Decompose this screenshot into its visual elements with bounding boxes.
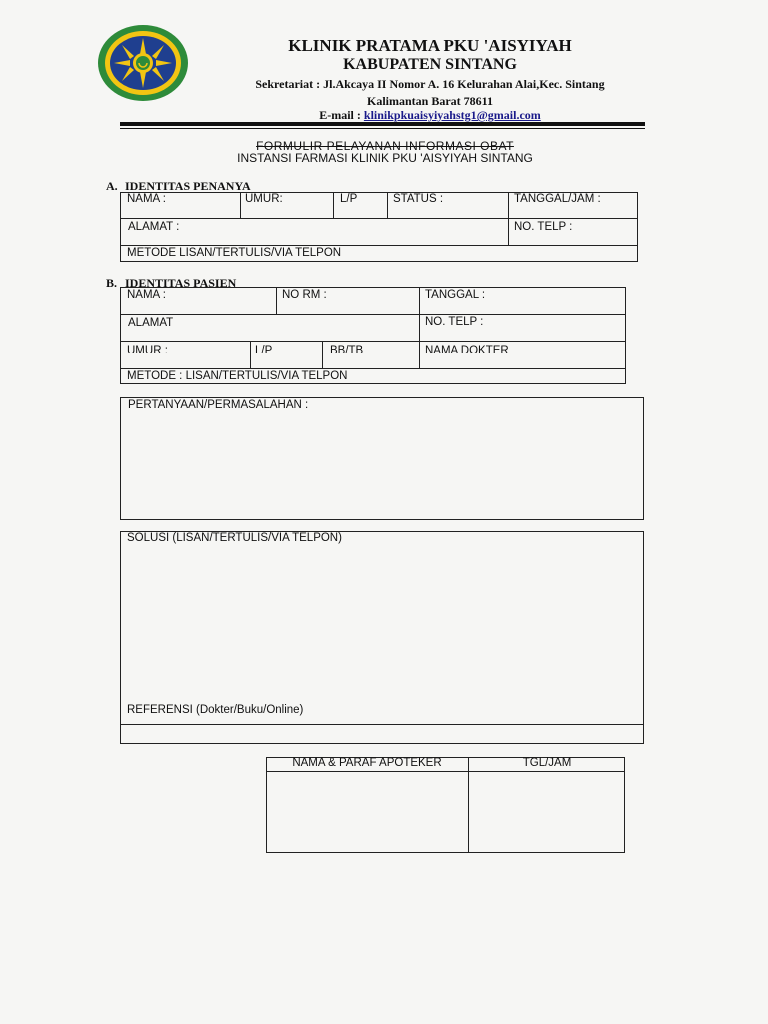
a-nama-field[interactable]: NAMA :	[127, 193, 166, 205]
divider	[468, 757, 469, 853]
b-lp-field[interactable]: L/P	[255, 345, 273, 353]
b-umur-field[interactable]: UMUR :	[127, 345, 168, 353]
solution-label: SOLUSI (LISAN/TERTULIS/VIA TELPON)	[127, 532, 342, 544]
header-rule-thin	[120, 128, 645, 129]
header-rule-thick	[120, 122, 645, 126]
divider	[250, 341, 251, 368]
divider	[387, 192, 388, 218]
clinic-logo	[97, 24, 189, 102]
b-nama-dokter-field[interactable]: NAMA DOKTER	[425, 345, 509, 353]
b-no-rm-field[interactable]: NO RM :	[282, 289, 327, 301]
a-metode-field[interactable]: METODE LISAN/TERTULIS/VIA TELPON	[127, 247, 342, 259]
a-status-field[interactable]: STATUS :	[393, 193, 444, 205]
divider	[322, 341, 323, 368]
section-b-letter: B.	[106, 276, 118, 290]
a-alamat-field[interactable]: ALAMAT :	[128, 221, 180, 233]
a-umur-field[interactable]: UMUR:	[245, 193, 283, 205]
reference-label: REFERENSI (Dokter/Buku/Online)	[127, 704, 304, 716]
form-title: FORMULIR PELAYANAN INFORMASI OBAT	[256, 139, 514, 153]
divider	[419, 287, 420, 368]
clinic-address-line2: Kalimantan Barat 78611	[366, 94, 493, 108]
b-tanggal-field[interactable]: TANGGAL :	[425, 289, 486, 301]
b-metode-field[interactable]: METODE : LISAN/TERTULIS/VIA TELPON	[127, 370, 348, 382]
divider	[240, 192, 241, 218]
clinic-address-line1: Sekretariat : Jl.Akcaya II Nomor A. 16 Kelurahan Alai,Kec. Sintang	[255, 77, 605, 91]
email-label: E-mail :	[319, 108, 361, 122]
b-alamat-field[interactable]: ALAMAT	[128, 317, 174, 329]
a-lp-field[interactable]: L/P	[340, 193, 358, 205]
section-a-letter: A.	[106, 179, 118, 193]
divider	[120, 368, 626, 369]
question-label: PERTANYAAN/PERMASALAHAN :	[128, 399, 309, 411]
a-no-telp-field[interactable]: NO. TELP :	[514, 221, 573, 233]
divider	[276, 287, 277, 314]
divider	[120, 245, 638, 246]
clinic-region: KABUPATEN SINTANG	[343, 56, 517, 73]
b-bb-tb-field[interactable]: BB/TB	[330, 345, 364, 353]
form-subtitle: INSTANSI FARMASI KLINIK PKU 'AISYIYAH SINTANG	[237, 151, 533, 165]
b-nama-field[interactable]: NAMA :	[127, 289, 166, 301]
b-no-telp-field[interactable]: NO. TELP :	[425, 316, 484, 328]
clinic-name: KLINIK PRATAMA PKU 'AISYIYAH	[288, 36, 572, 55]
divider	[120, 724, 644, 725]
clinic-email-line	[190, 108, 670, 123]
apoteker-signature-cell[interactable]	[268, 773, 466, 851]
divider	[120, 341, 626, 342]
section-b-title: IDENTITAS PASIEN	[125, 276, 237, 290]
divider	[508, 192, 509, 245]
divider	[266, 771, 625, 772]
a-tanggal-jam-field[interactable]: TANGGAL/JAM :	[514, 193, 601, 205]
divider	[120, 314, 626, 315]
email-link[interactable]: klinikpkuaisyiyahstg1@gmail.com	[363, 108, 541, 122]
question-box[interactable]	[120, 397, 644, 520]
divider	[333, 192, 334, 218]
tgl-jam-cell[interactable]	[470, 773, 623, 851]
apoteker-header: NAMA & PARAF APOTEKER	[292, 757, 442, 769]
divider	[120, 218, 638, 219]
section-a-title: IDENTITAS PENANYA	[125, 179, 251, 193]
tgl-jam-header: TGL/JAM	[522, 757, 572, 769]
